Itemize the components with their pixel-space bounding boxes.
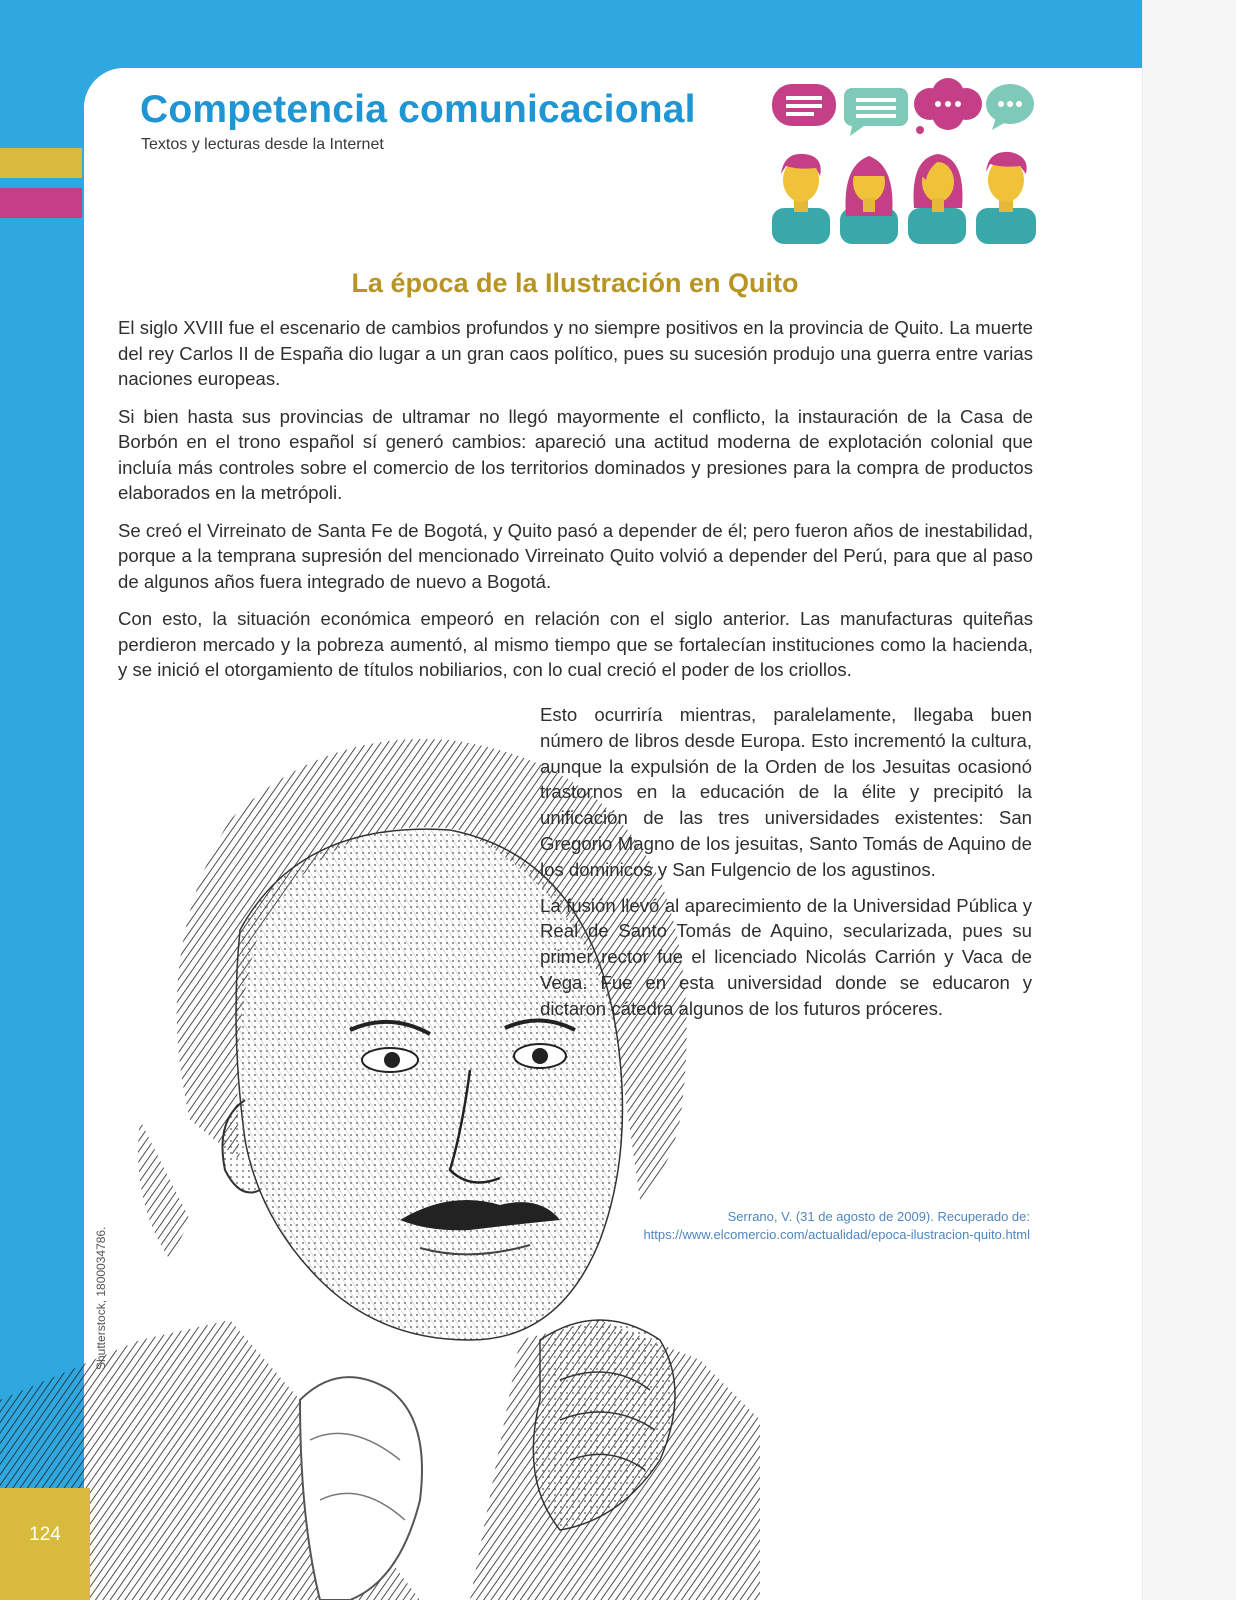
person-icon [976,152,1036,244]
source-citation: Serrano, V. (31 de agosto de 2009). Recuperado de: https://www.elcomercio.com/actualidad/epoca-ilustracion-quito.html [643,1209,1030,1242]
person-icon [840,156,898,244]
message-icon [844,88,908,136]
article-paragraph: El siglo XVIII fue el escenario de cambios profundos y no siempre positivos en la provincia de Quito. La muerte del rey Carlos II de España dio lugar a un gran caos político, pues su sucesión produjo una guerra entre varias naciones europeas. [118,317,1033,389]
yellow-stripe [0,148,82,178]
article-title: La época de la Ilustración en Quito [351,268,799,298]
person-icon [772,154,830,244]
scan-edge [1142,0,1236,1600]
page-number: 124 [29,1524,61,1545]
article-paragraph: La fusión llevó al aparecimiento de la Universidad Pública y Real de Santo Tomás de Aquino, secularizada, pues su primer rector fue el licenciado Nicolás Carrión y Vaca de Vega. Fue en esta universidad donde se educaron y dictaron cátedra algunos de los futuros próceres. [540,894,1032,1019]
article-paragraph: Se creó el Virreinato de Santa Fe de Bogotá, y Quito pasó a depender de él; pero fueron años de inestabilidad, porque a la temprana supresión del mencionado Virreinato Quito volvió a depender del Perú, para que al paso de algunos años fuera integrado de nuevo a Bogotá. [118,519,1033,592]
pink-stripe [0,188,82,218]
article-paragraph: Si bien hasta sus provincias de ultramar no llegó mayormente el conflicto, la instauración de la Casa de Borbón en el trono español sí generó cambios: apareció una actitud moderna de explotación colonial que incluía más controles sobre el comercio de los territorios dominados y presiones para la compra de productos elaborados en la metrópoli. [118,405,1033,503]
chat-bubble-icon [772,84,836,126]
person-icon [908,154,966,244]
image-credit: Shutterstock, 1800034786. [94,1226,108,1370]
article-paragraph: Con esto, la situación económica empeoró en relación con el siglo anterior. Las manufacturas quiteñas perdieron mercado y la pobreza aumentó, al mismo tiempo que se fortalecían instituciones como la hacienda, y se inició el otorgamiento de títulos nobiliarios, con lo cual creció el poder de los criollos. [118,608,1033,680]
chat-bubbles-decoration [770,74,1040,138]
people-decoration [768,146,1040,244]
section-title: Competencia comunicacional [140,88,696,131]
thought-bubble-icon [914,78,982,134]
article-body [118,315,1033,695]
speech-bubble-icon [986,84,1034,130]
section-subtitle: Textos y lecturas desde la Internet [141,136,384,153]
article-side-column [540,702,1032,1032]
article-paragraph: Esto ocurriría mientras, paralelamente, llegaba buen número de libros desde Europa. Esto incrementó la cultura, aunque la expulsión de la Orden de los Jesuitas ocasionó trastornos en la educación de la élite y precipitó la unificación de las tres universidades existentes: San Gregorio Magno de los jesuitas, Santo Tomás de Aquino de los dominicos y San Fulgencio de los agustinos. [540,704,1032,880]
